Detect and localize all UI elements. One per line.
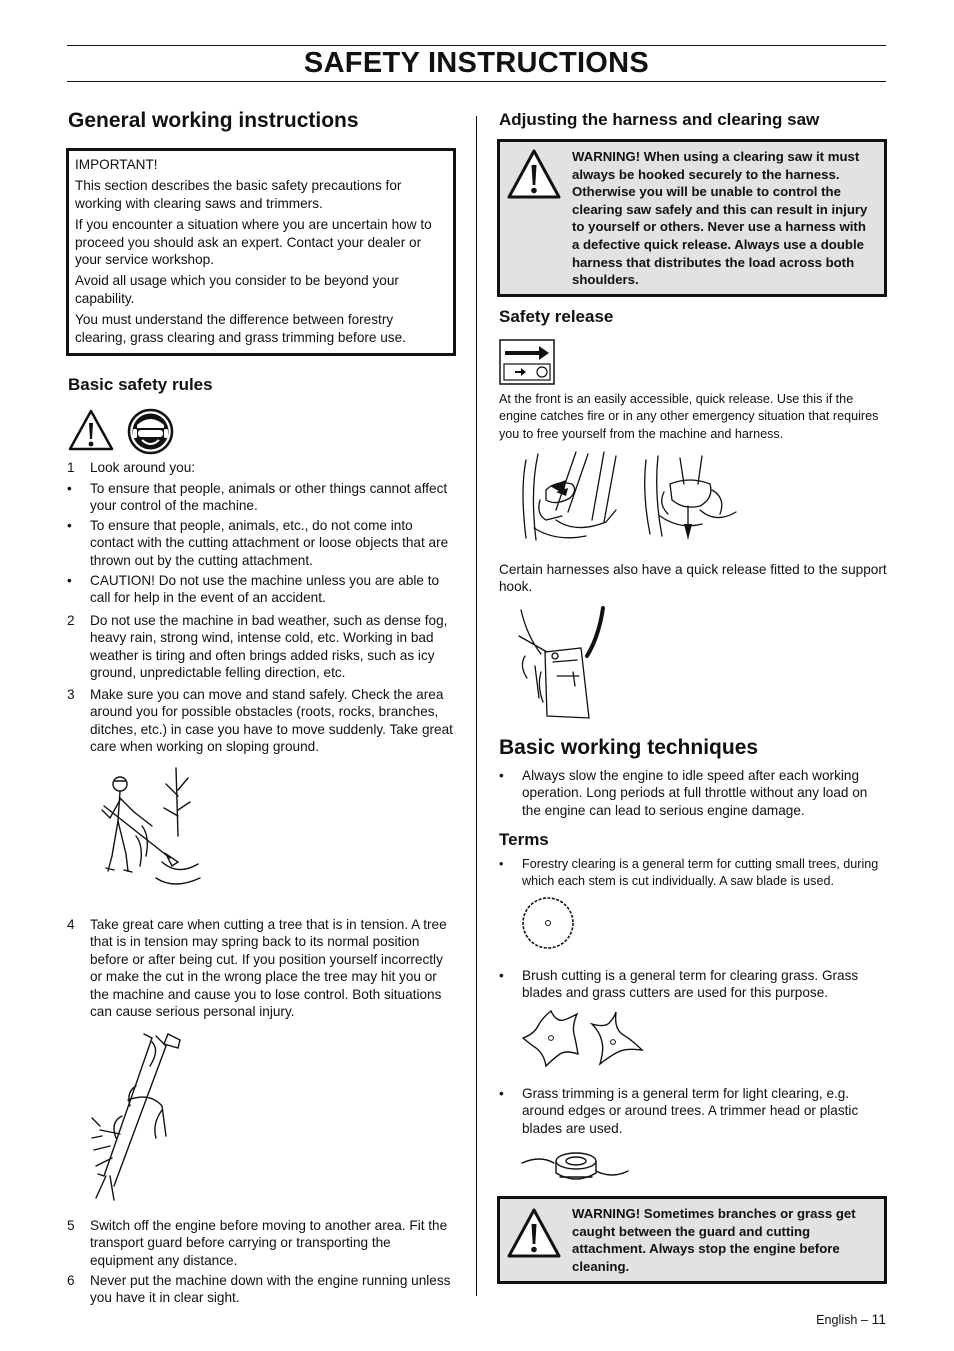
techniques-bullet-text: Always slow the engine to idle speed after each working operation. Long periods at full throttle without any load on the engine can lead to serious engine damage. [522,768,868,818]
rule-item [67,612,457,682]
warning-triangle-icon [506,148,562,200]
important-p2: If you encounter a situation where you are uncertain how to proceed you should ask an expert. Contact your dealer or your service workshop. [75,217,432,268]
rule-marker: • [67,518,72,533]
clearing-worker-illustration [92,766,204,896]
rule-text: Look around you: [90,460,196,475]
important-p1: This section describes the basic safety precautions for working with clearing saws and trimmers. [75,178,402,211]
rule-item [67,459,457,476]
term-item [499,1085,887,1137]
safety-release-heading: Safety release [499,307,614,326]
harness-warning-text: WARNING! When using a clearing saw it must always be hooked securely to the harness. Otherwise you will be unable to control the clearing saw safely and this can result in injury to yourself or others. Never use a harness with a defective quick release. Always use a double harness that distributes the load across both shoulders. [572,149,868,288]
rule-marker: 5 [67,1218,75,1233]
rule-marker: 4 [67,917,75,932]
important-label: IMPORTANT! [75,157,158,172]
grass-cutter-illustration [588,1010,644,1066]
rule-text: Never put the machine down with the engine running unless you have it in clear sight. [90,1273,451,1306]
support-hook-illustration [517,606,611,722]
warning-triangle-icon [506,1207,562,1259]
rule-marker: 3 [67,687,75,702]
page-footer [816,1311,886,1327]
term-item [499,856,889,891]
harness-warning-box [497,139,887,297]
title-rule [67,81,886,82]
rule-item [67,480,457,515]
rule-item [67,686,457,756]
bullet-marker: • [499,968,504,983]
column-divider [476,116,477,1296]
footer-dash: – [860,1313,868,1327]
techniques-bullet [499,767,887,819]
rule-text: To ensure that people, animals, etc., do not come into contact with the cutting attachment or loose objects that are thrown out by the cutting attachment. [90,518,449,568]
page-number: 11 [871,1311,886,1327]
term-forestry-text: Forestry clearing is a general term for cutting small trees, during which each stem is cut individually. A saw blade is used. [522,857,879,889]
general-instructions-heading: General working instructions [68,109,359,132]
footer-language: English [816,1313,858,1327]
bullet-marker: • [499,857,504,871]
protective-equipment-icon [127,408,174,455]
rule-text: Make sure you can move and stand safely. Check the area around you for possible obstacles (roots, rocks, branches, ditches, etc.) in case you have to move suddenly. Take great care when working on sloping ground. [90,687,453,755]
important-box [66,148,456,356]
rule-marker: 1 [67,460,75,475]
harness-hook-text: Certain harnesses also have a quick release fitted to the support hook. [499,562,887,595]
bullet-marker: • [499,768,504,783]
rule-text: Take great care when cutting a tree that is in tension. A tree that is in tension may spring back to its normal position before or after being cut. If you position yourself incorrectly or make the cut in the wrong place the tree may hit you or the machine and cause you to lose control. Both situations can cause serious personal injury. [90,917,447,1020]
important-p4: You must understand the difference between forestry clearing, grass clearing and grass trimming before use. [75,312,406,345]
term-brush-text: Brush cutting is a general term for clearing grass. Grass blades and grass cutters are used for this purpose. [522,968,859,1001]
harness-heading: Adjusting the harness and clearing saw [499,110,820,129]
safety-release-text: At the front is an easily accessible, quick release. Use this if the engine catches fire or in any other emergency situation that requires you to free yourself from the machine and harness. [499,392,879,441]
rule-marker: • [67,481,72,496]
rule-text: Switch off the engine before moving to another area. Fit the transport guard before carrying or transporting the equipment any distance. [90,1218,448,1268]
rule-text: To ensure that people, animals or other things cannot affect your control of the machine. [90,481,448,514]
rule-marker: 6 [67,1273,75,1288]
grass-blade-illustration [520,1008,582,1068]
rule-item [67,1272,457,1307]
term-trimming-text: Grass trimming is a general term for light clearing, e.g. around edges or around trees. A trimmer head or plastic blades are used. [522,1086,859,1136]
cleaning-warning-text: WARNING! Sometimes branches or grass get caught between the guard and cutting attachment. Always stop the engine before cleaning. [572,1206,856,1274]
cleaning-warning-box [497,1196,887,1284]
bullet-marker: • [499,1086,504,1101]
rule-item [67,916,457,1020]
techniques-heading: Basic working techniques [499,736,759,759]
quick-release-icon [499,339,555,385]
tree-tension-illustration [90,1026,186,1202]
rule-item [67,517,457,569]
rule-text: Do not use the machine in bad weather, such as dense fog, heavy rain, strong wind, intense cold, etc. Working in bad weather is tiring and often brings added risks, such as icy ground, unpredictable felling direction, etc. [90,613,448,681]
rule-item [67,572,457,607]
harness-release-illustration [516,450,628,546]
important-p3: Avoid all usage which you consider to be beyond your capability. [75,273,399,306]
trimmer-head-illustration [520,1143,630,1191]
rule-marker: • [67,573,72,588]
rule-marker: 2 [67,613,75,628]
saw-blade-illustration [520,895,576,951]
rule-item [67,1217,457,1269]
warning-triangle-icon [68,408,114,452]
basic-rules-heading: Basic safety rules [68,375,213,394]
harness-release-illustration [640,454,744,542]
terms-heading: Terms [499,830,549,849]
term-item [499,967,887,1002]
rule-text: CAUTION! Do not use the machine unless you are able to call for help in the event of an accident. [90,573,440,606]
page-title: SAFETY INSTRUCTIONS [303,47,650,79]
